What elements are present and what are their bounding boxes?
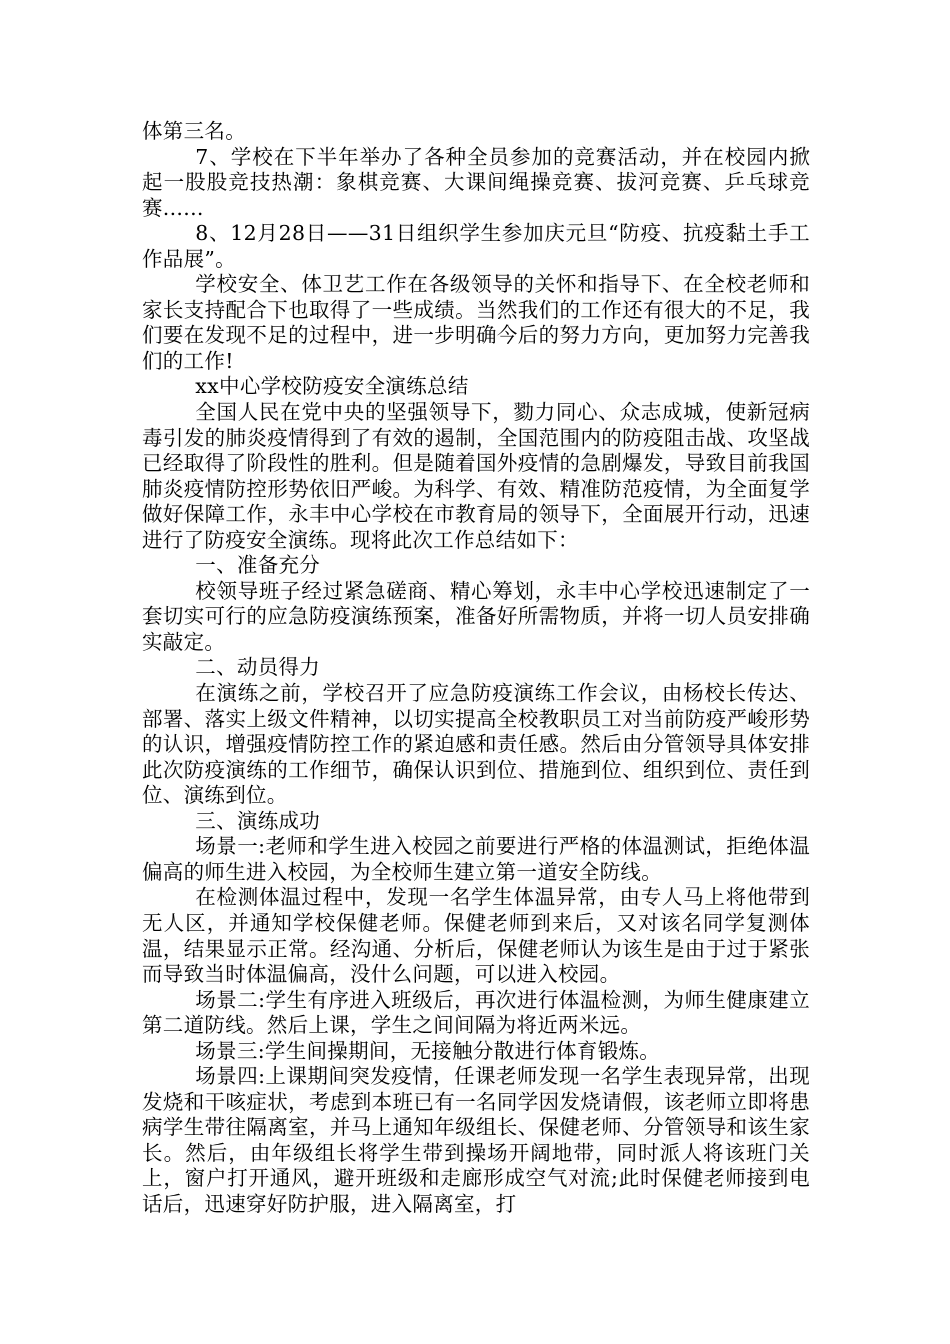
paragraph-3: 8、12月28日——31日组织学生参加庆元旦“防疫、抗疫黏土手工作品展”。 [142, 221, 810, 271]
paragraph-14: 场景二:学生有序进入班级后，再次进行体温检测，为师生健康建立第二道防线。然后上课，学生之间间隔为将近两米远。 [142, 987, 810, 1038]
paragraph-13: 在检测体温过程中，发现一名学生体温异常，由专人马上将他带到无人区，并通知学校保健老师。保健老师到来后，又对该名同学复测体温，结果显示正常。经沟通、分析后，保健老师认为该生是由于过于紧张而导致当时体温偏高，没什么问题，可以进入校园。 [142, 885, 810, 987]
paragraph-4: 学校安全、体卫艺工作在各级领导的关怀和指导下、在全校老师和家长支持配合下也取得了一些成绩。当然我们的工作还有很大的不足，我们要在发现不足的过程中，进一步明确今后的努力方向，更加努力完善我们的工作! [142, 272, 810, 373]
paragraph-2: 7、学校在下半年举办了各种全员参加的竞赛活动，并在校园内掀起一股股竞技热潮：象棋竞赛、大课间绳操竞赛、拔河竞赛、乒乓球竞赛...... [142, 144, 810, 220]
paragraph-15: 场景三:学生间操期间，无接触分散进行体育锻炼。 [195, 1038, 661, 1063]
paragraph-8: 校领导班子经过紧急磋商、精心筹划，永丰中心学校迅速制定了一套切实可行的应急防疫演练预案，准备好所需物质，并将一切人员安排确实敲定。 [142, 578, 810, 654]
heading-drill: 三、演练成功 [195, 808, 321, 833]
paragraph-10: 在演练之前，学校召开了应急防疫演练工作会议，由杨校长传达、部署、落实上级文件精神，以切实提高全校教职员工对当前防疫严峻形势的认识，增强疫情防控工作的紧迫感和责任感。然后由分管领导具体安排此次防疫演练的工作细节，确保认识到位、措施到位、组织到位、责任到位、演练到位。 [142, 681, 810, 808]
document-page [142, 119, 810, 1218]
paragraph-16: 场景四:上课期间突发疫情，任课老师发现一名学生表现异常，出现发烧和干咳症状，考虑到本班已有一名同学因发烧请假，该老师立即将患病学生带往隔离室，并马上通知年级组长、保健老师、分管领导和该生家长。然后，由年级组长将学生带到操场开阔地带，同时派人将该班门关上，窗户打开通风，避开班级和走廊形成空气对流;此时保健老师接到电话后，迅速穿好防护服，进入隔离室，打 [142, 1064, 810, 1216]
paragraph-1: 体第三名。 [142, 119, 246, 143]
section-title: xx中心学校防疫安全演练总结 [195, 374, 469, 399]
paragraph-6: 全国人民在党中央的坚强领导下，勠力同心、众志成城，使新冠病毒引发的肺炎疫情得到了有效的遏制，全国范围内的防疫阻击战、攻坚战已经取得了阶段性的胜利。但是随着国外疫情的急剧爆发，导致目前我国肺炎疫情防控形势依旧严峻。为科学、有效、精准防范疫情，为全面复学做好保障工作，永丰中心学校在市教育局的领导下，全面展开行动，迅速进行了防疫安全演练。现将此次工作总结如下： [142, 400, 810, 552]
heading-prepare: 一、准备充分 [195, 553, 321, 578]
heading-mobilize: 二、动员得力 [195, 655, 321, 680]
paragraph-12: 场景一:老师和学生进入校园之前要进行严格的体温测试，拒绝体温偏高的师生进入校园，为全校师生建立第一道安全防线。 [142, 834, 810, 884]
